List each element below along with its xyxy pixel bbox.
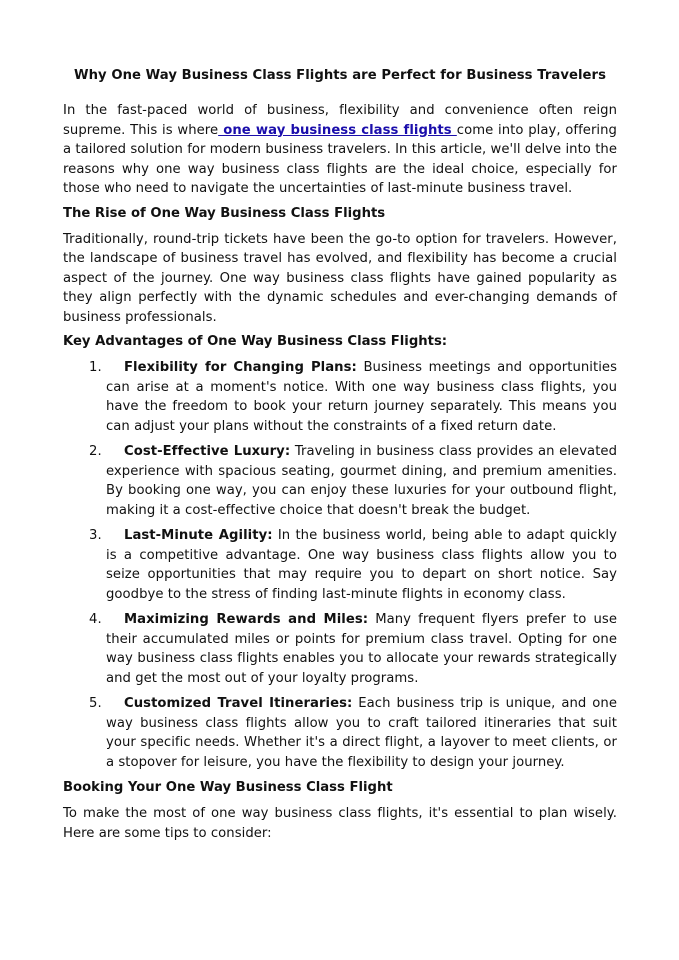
list-item-text: Each business trip is unique, and one way business class flights allow you to craft tailored itineraries that suit your specific needs. Whether it's a direct flight, a layover to meet clients, or a stopover for leisure, you have the flexibility to design your journey. bbox=[106, 696, 617, 770]
section-body-booking: To make the most of one way business class flights, it's essential to plan wisely. Here are some tips to consider: bbox=[63, 806, 617, 841]
list-item-text: Many frequent flyers prefer to use their accumulated miles or points for premium class travel. Opting for one way business class flights enables you to allocate your rewards strategically and get the most out of your loyalty programs. bbox=[106, 612, 617, 686]
section-heading-rise: The Rise of One Way Business Class Flights bbox=[63, 205, 386, 221]
list-item-number: 3. bbox=[89, 528, 102, 543]
list-item bbox=[63, 694, 617, 772]
list-item bbox=[63, 526, 617, 604]
list-item-number: 2. bbox=[89, 444, 102, 459]
list-item-number: 4. bbox=[89, 612, 102, 627]
list-item bbox=[63, 358, 617, 436]
advantages-list bbox=[63, 358, 617, 772]
list-item-lead: Last-Minute Agility: bbox=[124, 528, 273, 543]
intro-text-before: In the fast-paced world of business, flexibility and convenience often reign supreme. This is where bbox=[63, 103, 617, 138]
list-item-text: Business meetings and opportunities can arise at a moment's notice. With one way business class flights, you have the freedom to book your return journey separately. This means you can adjust your plans without the constraints of a fixed return date. bbox=[106, 360, 617, 434]
list-item-lead: Maximizing Rewards and Miles: bbox=[124, 612, 369, 627]
article-title: Why One Way Business Class Flights are Perfect for Business Travelers bbox=[74, 68, 606, 83]
section-heading-advantages: Key Advantages of One Way Business Class Flights: bbox=[63, 334, 448, 349]
list-item-text: Traveling in business class provides an elevated experience with spacious seating, gourmet dining, and premium amenities. By booking one way, you can enjoy these luxuries for your outbound flight, making it a cost-effective choice that doesn't break the budget. bbox=[106, 444, 617, 518]
one-way-business-class-flights-link[interactable]: one way business class flights bbox=[218, 122, 457, 138]
list-item bbox=[63, 442, 617, 520]
list-item-lead: Flexibility for Changing Plans: bbox=[124, 360, 357, 375]
list-item-text: In the business world, being able to adapt quickly is a competitive advantage. One way business class flights allow you to seize opportunities that may require you to depart on short notice. Say goodbye to the stress of finding last-minute flights in economy class. bbox=[106, 528, 617, 602]
list-item-lead: Cost-Effective Luxury: bbox=[124, 444, 291, 459]
list-item-number: 5. bbox=[89, 696, 102, 711]
intro-paragraph bbox=[63, 101, 617, 199]
intro-text-after: come into play, offering a tailored solution for modern business travelers. In this article, we'll delve into the reasons why one way business class flights are the ideal choice, especially for those who need to navigate the uncertainties of last-minute business travel. bbox=[63, 122, 617, 196]
list-item bbox=[63, 610, 617, 688]
list-item-number: 1. bbox=[89, 360, 102, 375]
section-body-rise: Traditionally, round-trip tickets have been the go-to option for travelers. However, the landscape of business travel has evolved, and flexibility has become a crucial aspect of the journey. One way business class flights have gained popularity as they align perfectly with the dynamic schedules and ever-changing demands of business professionals. bbox=[63, 231, 617, 325]
list-item-lead: Customized Travel Itineraries: bbox=[124, 696, 353, 711]
section-heading-booking: Booking Your One Way Business Class Flight bbox=[63, 780, 393, 795]
